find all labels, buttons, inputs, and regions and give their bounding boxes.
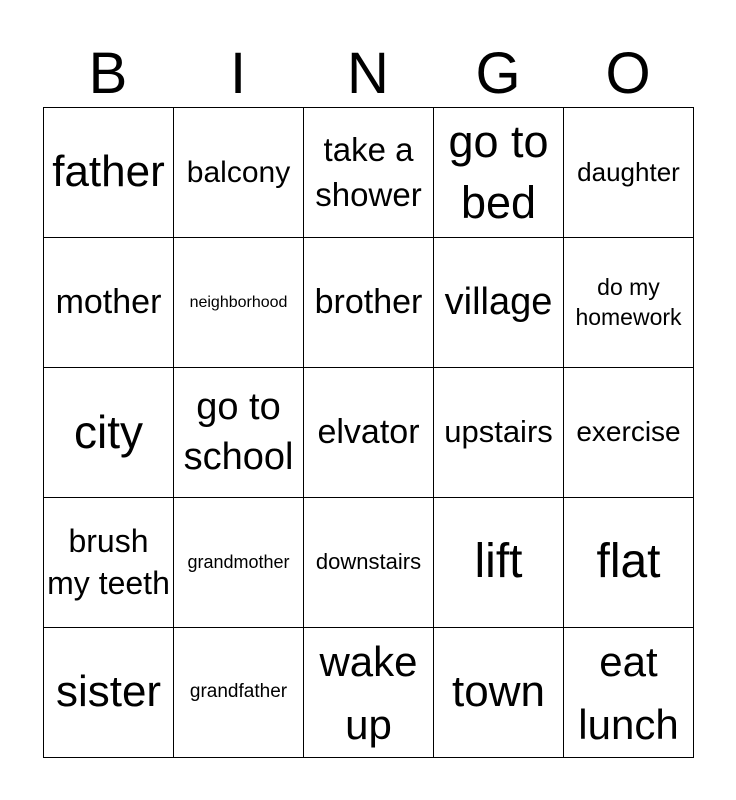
bingo-cell[interactable]: go to school — [174, 368, 304, 498]
bingo-cell[interactable]: eat lunch — [564, 628, 694, 758]
bingo-cell[interactable]: balcony — [174, 108, 304, 238]
bingo-board — [43, 107, 694, 758]
bingo-cell[interactable]: mother — [44, 238, 174, 368]
bingo-cell[interactable]: brother — [304, 238, 434, 368]
header-letter-o: O — [605, 41, 651, 106]
bingo-header — [43, 42, 693, 106]
bingo-cell[interactable]: exercise — [564, 368, 694, 498]
bingo-cell[interactable]: go to bed — [434, 108, 564, 238]
bingo-cell[interactable]: grandfather — [174, 628, 304, 758]
bingo-cell[interactable]: downstairs — [304, 498, 434, 628]
header-letter-b: B — [88, 41, 128, 106]
bingo-cell[interactable]: town — [434, 628, 564, 758]
bingo-cell[interactable]: neighborhood — [174, 238, 304, 368]
bingo-cell[interactable]: father — [44, 108, 174, 238]
bingo-cell[interactable]: do my homework — [564, 238, 694, 368]
header-letter-n: N — [347, 41, 389, 106]
bingo-cell[interactable]: village — [434, 238, 564, 368]
header-letter-i: I — [229, 41, 247, 106]
bingo-cell[interactable]: sister — [44, 628, 174, 758]
bingo-cell[interactable]: upstairs — [434, 368, 564, 498]
bingo-cell[interactable]: city — [44, 368, 174, 498]
bingo-cell[interactable]: grandmother — [174, 498, 304, 628]
bingo-cell[interactable]: elvator — [304, 368, 434, 498]
bingo-cell[interactable]: flat — [564, 498, 694, 628]
bingo-cell[interactable]: take a shower — [304, 108, 434, 238]
bingo-cell[interactable]: daughter — [564, 108, 694, 238]
bingo-cell[interactable]: wake up — [304, 628, 434, 758]
header-letter-g: G — [475, 41, 521, 106]
bingo-cell[interactable]: lift — [434, 498, 564, 628]
bingo-cell[interactable]: brush my teeth — [44, 498, 174, 628]
